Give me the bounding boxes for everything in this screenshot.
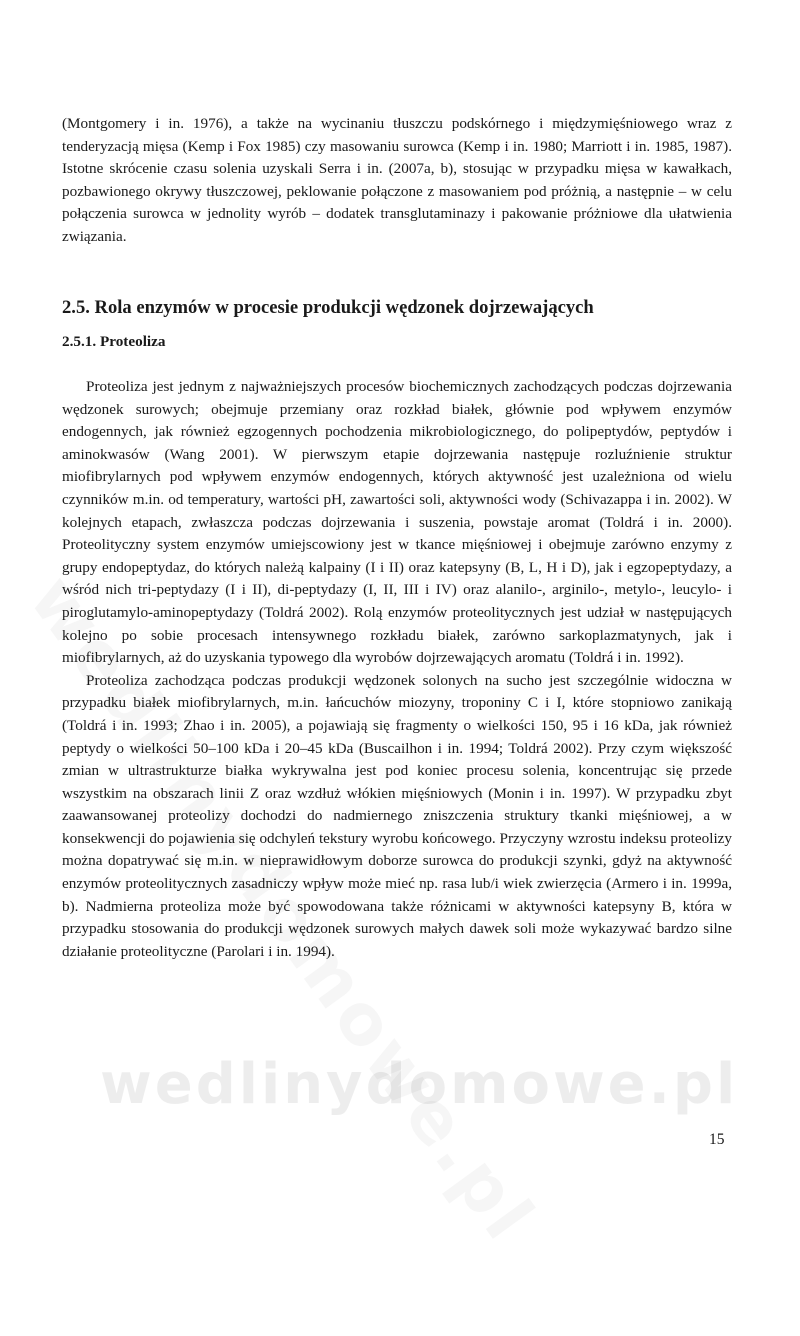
watermark-bottom: wedlinydomowe.pl xyxy=(100,1052,739,1117)
section-body xyxy=(62,376,732,963)
paragraph: Proteoliza zachodząca podczas produkcji wędzonek solonych na sucho jest szczególnie widoczna w przypadku białek miofibrylarnych, m.in. łańcuchów miozyny, troponiny C i I, które stopniowo zanikają (Toldrá i in. 1993; Zhao i in. 2005), a pojawiają się fragmenty o wielkości 150, 95 i 16 kDa, jak również peptydy o wielkości 50–100 kDa i 20–45 kDa (Buscailhon i in. 1994; Toldrá 2002). Przy czym większość zmian w ultrastrukturze białka wykrywalna jest pod koniec procesu solenia, koncentrując się przede wszystkim na obszarach linii Z oraz wzdłuż włókien mięśniowych (Monin i in. 1997). W przypadku zbyt zaawansowanej proteolizy dochodzi do nadmiernego zniszczenia struktury tkanki mięśniowej, a w konsekwencji do pojawienia się odchyleń tekstury wyrobu końcowego. Przyczyny wzrostu indeksu proteolizy można dopatrywać się m.in. w nieprawidłowym doborze surowca do produkcji szynki, gdyż na aktywność enzymów proteolitycznych zasadniczy wpływ może mieć np. rasa lub/i wiek zwierzęcia (Armero i in. 1999a, b). Nadmierna proteoliza może być spowodowana także różnicami w aktywności katepsyny B, która w przypadku stosowania do produkcji wędzonek surowych małych dawek soli może wykazywać bardzo silne działanie proteolityczne (Parolari i in. 1994). xyxy=(62,671,732,960)
page-number: 15 xyxy=(709,1131,725,1148)
continued-paragraph xyxy=(62,113,732,249)
subsection-heading: 2.5.1. Proteoliza xyxy=(62,333,166,350)
paragraph: Proteoliza jest jednym z najważniejszych procesów biochemicznych zachodzących podczas dojrzewania wędzonek surowych; obejmuje przemiany oraz rozkład białek, głównie pod wpływem enzymów endogennych, jak również egzogennych pochodzenia mikrobiologicznego, do polipeptydów, peptydów i aminokwasów (Wang 2001). W pierwszym etapie dojrzewania następuje rozluźnienie struktur miofibrylarnych pod wpływem enzymów endogennych, których aktywność jest uzależniona od wielu czynników m.in. od temperatury, wartości pH, zawartości soli, aktywności wody (Schivazappa i in. 2002). W kolejnych etapach, zwłaszcza podczas dojrzewania i suszenia, powstaje aromat (Toldrá i in. 2000). Proteolityczny system enzymów umiejscowiony jest w tkance mięśniowej i obejmuje zarówno enzymy z grupy endopeptydaz, do których należą kalpainy (I i II) oraz katepsyny (B, L, H i D), jak i egzopeptydazy, a wśród nich tri-peptydazy (I i II), di-peptydazy (I, II, III i IV) oraz alanilo-, arginilo-, metylo-, leucylo- i piroglutamylo-aminopeptydazy (Toldrá 2002). Rolą enzymów proteolitycznych jest udział w następujących kolejno po sobie procesach intensywnego rozkładu białek, zarówno sarkoplazmatynych, jak i miofibrylarnych, aż do uzyskania typowego dla wyrobów dojrzewających aromatu (Toldrá i in. 1992). xyxy=(62,378,732,667)
section-heading: 2.5. Rola enzymów w procesie produkcji wędzonek dojrzewających xyxy=(62,297,594,318)
paragraph: (Montgomery i in. 1976), a także na wycinaniu tłuszczu podskórnego i międzymięśniowego wraz z tenderyzacją mięsa (Kemp i Fox 1985) czy masowaniu surowca (Kemp i in. 1980; Marriott i in. 1985, 1987). Istotne skrócenie czasu solenia uzyskali Serra i in. (2007a, b), stosując w przypadku mięsa w kawałkach, pozbawionego okrywy tłuszczowej, peklowanie połączone z masowaniem pod próżnią, a następnie – w celu połączenia surowca w jednolity wyrób – dodatek transglutaminazy i pakowanie próżniowe dla ułatwienia związania. xyxy=(62,115,732,245)
